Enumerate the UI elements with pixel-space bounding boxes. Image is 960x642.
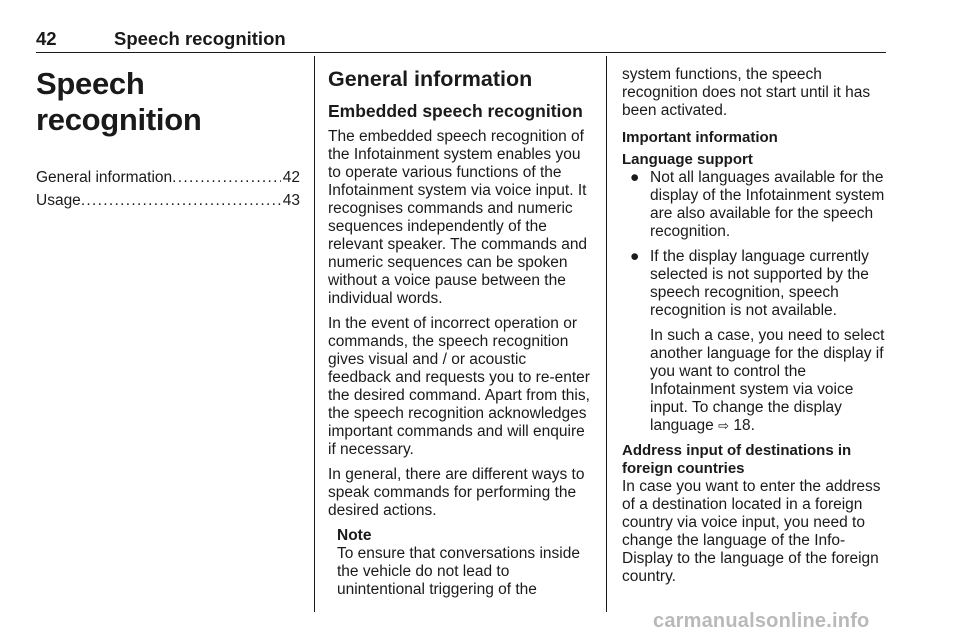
body-paragraph: In the event of incorrect operation or commands, the speech recognition gives visual and / or acoustic feedback and requests you to re-enter the desired command. Apart from this, the speech recognition acknowledges important commands and will enquire if necessary.	[328, 315, 590, 458]
toc-entry-page: 42	[282, 169, 300, 186]
list-item-followup	[650, 327, 886, 435]
toc-entry[interactable]	[36, 189, 300, 212]
bullet-icon: ●	[630, 169, 640, 186]
list-item	[622, 248, 886, 435]
list-item-followup-text: In such a case, you need to select another language for the display if you want to control the Infotainment system via voice input. To change the display language	[650, 327, 885, 434]
subsection-heading: Embedded speech recognition	[328, 101, 583, 121]
list-item-text: If the display language currently selected is not supported by the speech recognition, speech recognition is not available.	[650, 248, 869, 319]
watermark: carmanualsonline.info	[653, 610, 870, 632]
toc-entry-label: Usage	[36, 192, 81, 209]
chapter-title: Speech recognition	[36, 66, 202, 137]
toc-leader-dots	[172, 166, 281, 189]
page-header	[36, 28, 886, 53]
chapter-column	[36, 56, 300, 212]
body-paragraph: The embedded speech recognition of the Infotainment system enables you to operate various functions of the Infotainment system via voice input. It recognises commands and numeric sequences independently of the relevant speaker. The commands and numeric sequences can be spoken without a voice pause between the individual words.	[328, 128, 588, 307]
body-paragraph: In general, there are different ways to speak commands for performing the desired actions.	[328, 466, 585, 519]
important-information-column	[622, 56, 886, 593]
note-continuation: system functions, the speech recognition does not start until it has been activated.	[622, 66, 871, 119]
toc-leader-dots	[81, 189, 281, 212]
column-divider	[606, 56, 607, 612]
bullet-icon: ●	[630, 248, 640, 265]
general-information-column	[328, 56, 592, 599]
toc-entry-label: General information	[36, 169, 173, 186]
page-number: 42	[36, 28, 57, 49]
important-information-heading: Important information	[622, 129, 778, 146]
note-box	[337, 527, 592, 599]
address-input-text: In case you want to enter the address of a destination located in a foreign country via voice input, you need to change the language of the Info-Display to the language of the foreign country.	[622, 478, 881, 585]
language-support-list	[622, 169, 886, 435]
list-item	[622, 169, 886, 241]
note-label: Note	[337, 527, 372, 544]
running-title: Speech recognition	[114, 28, 286, 49]
reference-page-link[interactable]: 18.	[733, 417, 755, 434]
column-divider	[314, 56, 315, 612]
arrow-reference-icon[interactable]: ⇨	[718, 418, 730, 433]
note-text: To ensure that conversations inside the vehicle do not lead to unintentional triggering of the	[337, 545, 580, 598]
toc-entry-page: 43	[282, 192, 300, 209]
language-support-heading: Language support	[622, 151, 753, 168]
list-item-text: Not all languages available for the display of the Infotainment system are also available for the speech recognition.	[650, 169, 885, 240]
address-input-heading: Address input of destinations in foreign countries	[622, 442, 852, 477]
section-heading: General information	[328, 67, 533, 91]
table-of-contents	[36, 166, 300, 212]
toc-entry[interactable]	[36, 166, 300, 189]
